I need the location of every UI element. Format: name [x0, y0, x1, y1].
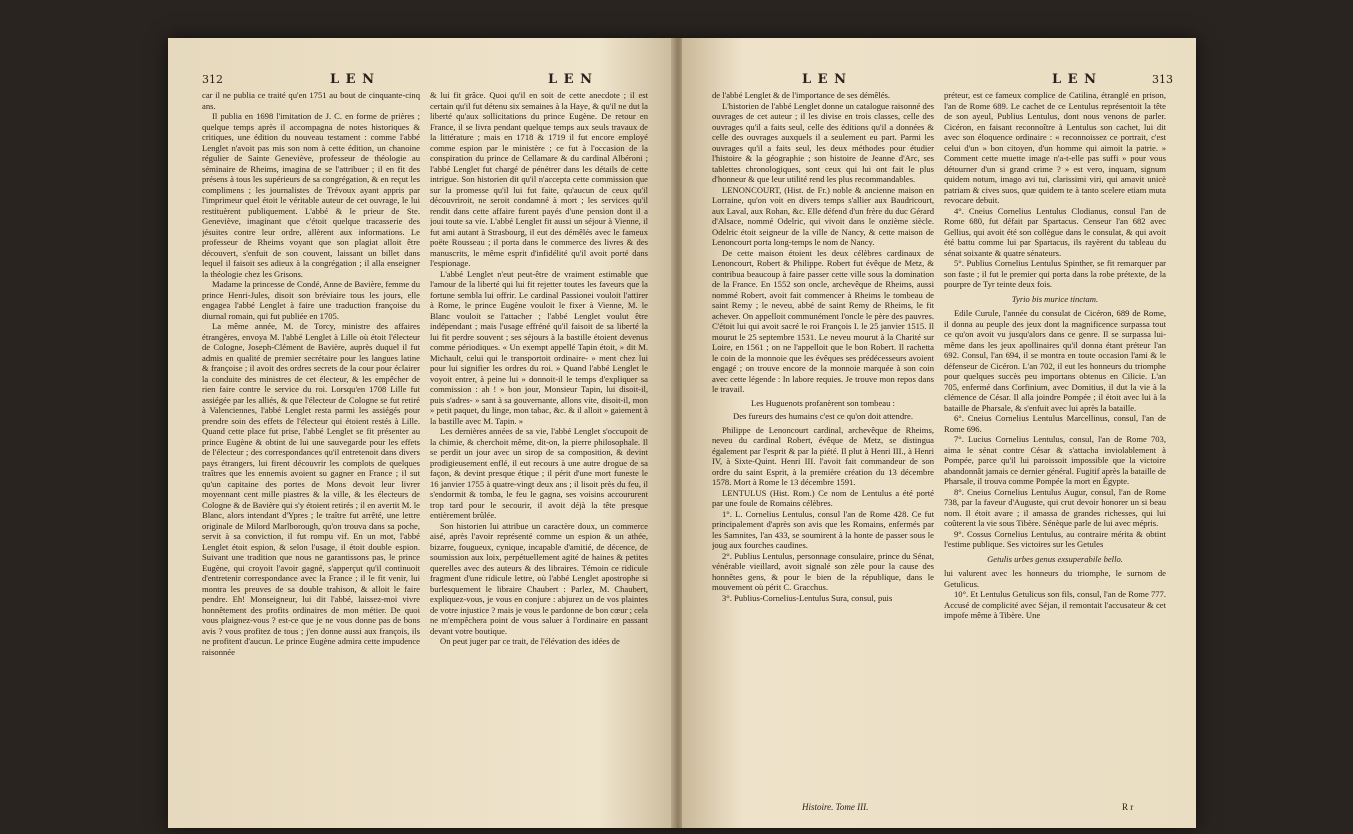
paragraph: 6°. Cneius Cornelius Lentulus Marcellinus, consul, l'an de Rome 696.	[944, 413, 1166, 434]
paragraph: 7°. Lucius Cornelius Lentulus, consul, l'an de Rome 703, aima le sénat contre César & s'attacha inviolablement à Pompée, parce qu'il lui paroissoit impossible que la victoire abandonnât jamais ce dernier général. Fugitif après la bataille de Pharsale, il trouva comme Pompée la mort en Égypte.	[944, 434, 1166, 486]
paragraph: De cette maison étoient les deux célèbres cardinaux de Lenoncourt, Robert & Philippe. Robert fut évêque de Metz, & contribua beaucoup à faire passer cette ville sous la domination de la France. En 1552 son oncle, archevêque de Rheims, aussi nommé Robert, avoit fait commencer à Rheims le tombeau de saint Remy ; le neveu, abbé de saint Remy de Rheims, le fit achever. On appelloit communément l'oncle le père des pauvres. C'étoit lui qui avoit sacré le roi François I. le 25 janvier 1515. Il mourut le 25 septembre 1531. Le neveu mourut à la Charité sur Loire, en 1561 ; on ne l'appelloit que le bon Robert. Il rachetta le coin de la monnoie que les évêques ses prédécesseurs avoient engagé ; on trouve encore de la monnoie marquée à son coin avec cette légende : In labore requies. Je trouve mon repos dans le travail.	[712, 247, 934, 394]
paragraph: lui valurent avec les honneurs du triomphe, le surnom de Getulicus.	[944, 568, 1166, 589]
left-page-number: 312	[202, 73, 223, 86]
signature-mark: R r	[1122, 802, 1134, 812]
left-page	[168, 38, 675, 828]
paragraph: 8°. Cneius Cornelius Lentulus Augur, consul, l'an de Rome 738, par la faveur d'Auguste, qui crut devoir honorer un si beau nom. Il étoit avare ; il amassa de grandes richesses, qui lui coûterent la vie sous Tibère. Sénèque parle de lui avec mépris.	[944, 486, 1166, 528]
right-running-head-1: L E N	[802, 72, 847, 87]
open-book	[168, 38, 1196, 828]
right-column-2	[944, 90, 1166, 800]
left-column-1	[202, 90, 420, 800]
paragraph: & lui fit grâce. Quoi qu'il en soit de cette anecdote ; il est certain qu'il fut détenu six semaines à la Haye, & qu'il ne dut la liberté qu'aux sollicitations du prince Eugène. De retour en France, il se livra pendant quelque temps aux seuls travaux de la littérature ; mais en 1718 & 1719 il fut encore employé comme espion par le ministère ; ce fut à l'occasion de la conspiration du prince de Cellamare & du cardinal Albéroni ; l'abbé Lenglet fut chargé de pénétrer dans les détails de cette intrigue. Son historien dit qu'il n'accepta cette commission que sur la promesse qu'il lui fut faite, qu'aucun de ceux qu'il découvriroit, ne seroit condamné à mort ; les services qu'il rendit dans cette affaire furent payés d'une pension dont il a joui toute sa vie. L'abbé Lenglet fit aussi un séjour à Vienne, il fut ami autant à Strasbourg, il eut des démêlés avec le fameux poëte Rousseau ; il porta dans le commerce des livres & des manuscrits, le même esprit d'infidélité qu'il avoit porté dans l'espionage.	[430, 90, 648, 268]
page-footer: Histoire. Tome III.	[802, 802, 869, 812]
paragraph: Son historien lui attribue un caractère doux, un commerce aisé, après l'avoir représenté comme un espion & un athée, bizarre, fougueux, cynique, incapable d'amitié, de décence, de soumission aux loix, perpétuellement agité de haines & petites querelles avec des auteurs & des libraires. Témoin ce ridicule fragment d'une ridicule lettre, où l'abbé Lenglet apostrophe si burlesquement le libraire Chaubert : Parlez, M. Chaubert, expliquez-vous, je vous en conjure : abjurez un de vos plaintes de votre injustice ? mais je vous le pardonne de bon cœur ; cela ne m'empêchera point de vous saluer à l'ordinaire en passant devant votre boutique.	[430, 520, 648, 636]
paragraph: LENONCOURT, (Hist. de Fr.) noble & ancienne maison en Lorraine, qu'on voit en divers temps s'allier aux Baudricourt, aux Laval, aux Rohan, &c. Elle défend d'un frère du duc Gérard d'Alsace, nommé Odelric, qui vivoit dans le onzième siècle. Odelric étoit seigneur de la ville de Nancy, & cette maison de Lenoncourt porta long-temps le nom de Nancy.	[712, 184, 934, 247]
paragraph: 9°. Cossus Cornelius Lentulus, au contraire mérita & obtint l'estime publique. Ses victoires sur les Getules	[944, 528, 1166, 549]
paragraph: préteur, est ce fameux complice de Catilina, étranglé en prison, l'an de Rome 689. Le cachet de ce Lentulus représentoit la tête de son ayeul, Publius Lentulus, dont nous venons de parler. Cicéron, en faisant reconnoître à Lentulus son cachet, lui dit avec son éloquence ordinaire : « reconnoissez ce portrait, c'est celui d'un » bon citoyen, d'un homme qui aimoit la patrie. » Comment cette muette image n'a-t-elle pas suffi » pour vous détourner d'un si grand crime ? » est vero, inquam, signum quidem notum, imago avi tui, clarissimi viri, qui amavit unicè patriam & cives suos, quæ quidem te à tanto scelere etiam muta revocare debuit.	[944, 90, 1166, 205]
right-column-1	[712, 90, 934, 800]
paragraph: 2°. Publius Lentulus, personnage consulaire, prince du Sénat, vénérable vieillard, avoit signalé son zèle pour la cause des honnêtes gens, & pour le bien de la république, dans le mouvement où périt C. Gracchus.	[712, 550, 934, 592]
left-column-2	[430, 90, 648, 800]
verse-line: Des fureurs des humains c'est ce qu'on doit attendre.	[733, 411, 913, 421]
paragraph: Les Huguenots profanèrent son tombeau :	[751, 397, 895, 408]
paragraph: 5°. Publius Cornelius Lentulus Spinther, se fit remarquer par son faste ; il fut le premier qui porta dans la robe prétexte, de la pourpre de Tyr teinte deux fois.	[944, 258, 1166, 289]
paragraph: 1°. L. Cornelius Lentulus, consul l'an de Rome 428. Ce fut principalement d'après son avis que les Romains, enfermés par les Samnites, l'an 433, se soumirent à la honte de passer sous le joug aux fourches caudines.	[712, 508, 934, 550]
paragraph: de l'abbé Lenglet & de l'importance de ses démêlés.	[712, 90, 891, 100]
paragraph: L'historien de l'abbé Lenglet donne un catalogue raisonné des ouvrages de cet auteur ; il les divise en trois classes, celle des ouvrages qu'il a faits seul, celle des éditions qu'il a données & celle des ouvrages auxquels il a seulement eu part. Parmi les ouvrages qu'il a faits seul, les deux méthodes pour étudier l'histoire & la géographie ; son histoire de Jeanne d'Arc, ses tablettes chronologiques, sont ceux qui lui ont fait le plus d'honneur & que leur utilité rend les plus recommandables.	[712, 100, 934, 184]
paragraph: Il publia en 1698 l'imitation de J. C. en forme de prières ; quelque temps après il accompagna de notes historiques & critiques, une édition du nouveau testament : comme l'abbé Lenglet n'avoit pas mis son nom à cette édition, un chanoine régulier de Sainte Geneviève, professeur de théologie au séminaire de Rheims, imagina de se l'attribuer ; il en fit des présens à tous les supérieurs de sa congrégation, & en reçut les complimens ; les journalistes de Trévoux ayant appris par l'imprimeur quel étoit le véritable auteur de cet ouvrage, le lui restituèrent publiquement. L'abbé & le prieur de Ste. Geneviève, imaginant que c'étoit quelque tracasserie des jésuites contre leur ordre, allèrent aux informations. Le professeur de Rheims voyant que son plagiat alloit être découvert, s'enfuit de son couvent, laissant un billet dans lequel il faisoit ses adieux à la congrégation ; il alla enseigner la théologie chez les Grisons.	[202, 111, 420, 279]
paragraph: car il ne publia ce traité qu'en 1751 au bout de cinquante-cinq ans.	[202, 90, 420, 111]
paragraph: 10°. Et Lentulus Getulicus son fils, consul, l'an de Rome 777. Accusé de complicité avec Séjan, il remontait l'accusateur & cet impofe même à Tibère. Une	[944, 589, 1166, 620]
paragraph: 4°. Cneius Cornelius Lentulus Clodianus, consul l'an de Rome 680, fut défait par Spartacus. Censeur l'an 682 avec Gellius, qui avoit été son collègue dans le consulat, & qui avoit été battu comme lui par Spartacus, ils rayèrent du tableau du sénat soixante & quatre sénateurs.	[944, 205, 1166, 258]
right-page	[682, 38, 1196, 828]
paragraph: Edile Curule, l'année du consulat de Cicéron, 689 de Rome, il donna au peuple des jeux dont la magnificence surpassa tout ce qu'on avoit vu jusqu'alors dans ce genre. Il se surpassa lui-même dans les jeux apollinaires qu'il donna étant préteur l'an 692. Consul, l'an 694, il se montra en toute occasion l'ami & le défenseur de Cicéron. L'an 702, il eut les honneurs du triomphe pour quelques succès peu importans obtenus en Cilicie. L'an 705, enfermé dans Corfinium, avec Domitius, il dut la vie à la clémence de César. Il alla joindre Pompée ; il étoit avec lui à la bataille de Pharsale, & s'enfuit avec lui après la bataille.	[944, 308, 1166, 413]
right-running-head-2: L E N	[1052, 72, 1097, 87]
latin-quote: Tyrio bis murice tinctam.	[1011, 293, 1099, 304]
paragraph: 3°. Publius-Cornelius-Lentulus Sura, consul, puis	[722, 592, 893, 603]
latin-quote: Getulis urbes genus exsuperabile bello.	[987, 553, 1123, 564]
right-page-number: 313	[1152, 73, 1173, 86]
paragraph: L'abbé Lenglet n'eut peut-être de vraiment estimable que l'amour de la liberté qui lui fit rejetter toutes les faveurs que la fortune sembla lui offrir. Le cardinal Passionei vouloit l'attirer à Rome, le prince Eugène vouloit le fixer à Vienne, M. le Blanc vouloit se l'attacher ; l'abbé Lenglet voulut être indépendant ; mais l'usage effréné qu'il faisoit de sa liberté la lui fit perdre souvent ; ses séjours à la bastille étoient devenus comme périodiques. « Un exempt appellé Tapin étoit, » dit M. Michault, celui qui le transportoit ordinaire- » ment chez lui pour lui signifier les ordres du roi. » Quand l'abbé Lenglet le voyoit entrer, à peine lui » donnoit-il le temps d'expliquer sa commission : ah ! » bon jour, Monsieur Tapin, lui disoit-il, puis s'adres- » sant à sa gouvernante, allons vite, disoit-il, mon » petit paquet, du linge, mon tabac, &c. & il alloit » gaiement à la bastille avec M. Tapin. »	[430, 268, 648, 426]
paragraph: Madame la princesse de Condé, Anne de Bavière, femme du prince Henri-Jules, disoit son bréviaire tous les jours, elle engagea l'abbé Lenglet à faire une traduction françoise du diurnal romain, qui fut publiée en 1705.	[202, 279, 420, 321]
paragraph: La même année, M. de Torcy, ministre des affaires étrangères, envoya M. l'abbé Lenglet à Lille où étoit l'électeur de Cologne, Joseph-Clément de Bavière, auprès duquel il fut admis en qualité de premier secrétaire pour les langues latine & françoise ; il avoit des ordres secrets de la cour pour éclairer la conduite des ministres de cet électeur, & les empêcher de rien faire contre le service du roi. Lorsqu'en 1708 Lille fut assiégée par les alliés, & que l'électeur de Cologne se fut retiré à Valenciennes, l'abbé Lenglet resta parmi les assiégés pour prendre soin des effets de l'électeur qui étoient restés à Lille. Quand cette place fut prise, l'abbé Lenglet se fit présenter au prince Eugène & obtint de lui une sauvegarde pour les effets de l'électeur ; des correspondances qu'il entretenoit dans divers pays étrangers, lui firent découvrir les complots de quelques traîtres que les ennemis avoient su gagner en France ; il sut qu'un capitaine des portes de Mons devoit leur livrer moyennant cent mille piastres & la ville, & les électeurs de Cologne & de Bavière qui s'y étoient retirés ; il en avertit M. le Blanc, alors intendant d'Ypres ; le traître fut arrêté, une lettre originale de Milord Marlborough, qu'on trouva dans sa poche, servit à sa conviction, il fut rompu vif. En un mot, l'abbé Lenglet étoit espion, & selon l'usage, il étoit double espion. Suivant une tradition que nous ne garantissons pas, le prince Eugène, qui croyoit l'avoir gagné, s'apperçut qu'il continuoit d'entretenir correspondance avec la France ; il le fit venir, lui montra les preuves de sa double trahison, & alloit le faire pendre. Eh! Monseigneur, lui dit l'abbé, laissez-moi vivre honnêtement des profits ordinaires de mon métier. De quoi vous plaignez-vous ? est-ce que je ne vous donne pas de bons avis ? vous profitez de tous ; j'en donne aussi aux françois, ils ne profitent d'aucun. Le prince Eugène admira cette impudence raisonnée	[202, 321, 420, 657]
left-running-head-2: L E N	[548, 72, 593, 87]
paragraph: LENTULUS (Hist. Rom.) Ce nom de Lentulus a été porté par une foule de Romains célèbres.	[712, 487, 934, 508]
paragraph: Les dernières années de sa vie, l'abbé Lenglet s'occupoit de la chimie, & cherchoit même, dit-on, la pierre philosophale. Il se perdit un jour avec un sirop de sa composition, & devint prodigieusement enflé, il eut recours à une autre drogue de sa façon, & devint presque étique ; il périt d'une mort funeste le 16 janvier 1755 à quatre-vingt deux ans ; il lisoit près du feu, il s'endormit & tomba, le feu le gagna, ses voisins accoururent trop tard pour le secourir, il avoit déjà la tête presque entièrement brûlée.	[430, 426, 648, 520]
paragraph: Philippe de Lenoncourt cardinal, archevêque de Rheims, neveu du cardinal Robert, évêque de Metz, se distingua également par l'esprit & par la piété. Il plut à Henri III., à Henri IV, à Sixte-Quint. Henri III. l'avoit fait commandeur de son ordre du saint Esprit, à la première création du 13 décembre 1578. Mort à Rome le 13 décembre 1591.	[712, 424, 934, 487]
paragraph: On peut juger par ce trait, de l'élévation des idées de	[440, 636, 620, 646]
left-running-head-1: L E N	[330, 72, 375, 87]
